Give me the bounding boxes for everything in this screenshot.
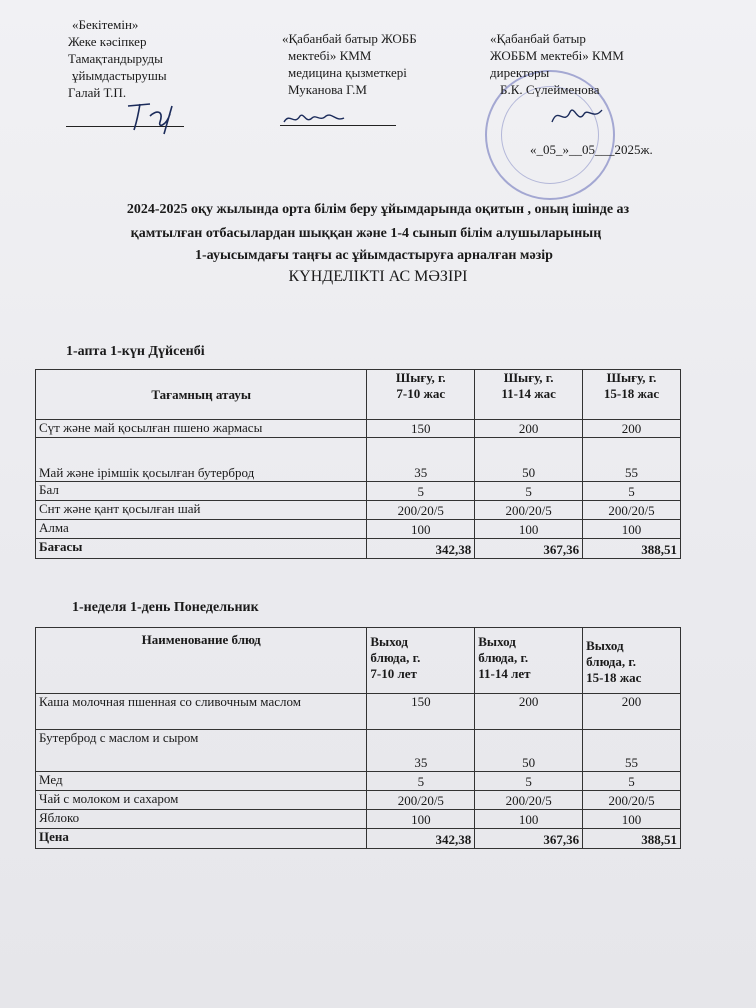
- portion-value: 5: [367, 772, 475, 791]
- document-title-line: 2024-2025 оқу жылында орта білім беру ұйымдарында оқитын , оның ішінде аз: [126, 202, 630, 217]
- table-row: [36, 520, 681, 539]
- page-title: КҮНДЕЛІКТІ АС МӘЗІРІ: [288, 268, 468, 285]
- price-value: 367,36: [475, 829, 583, 849]
- table-row: [36, 420, 681, 438]
- approval-line: ұйымдастырушы: [72, 68, 167, 83]
- column-header-label: Выход блюда, г. 11-14 лет: [478, 634, 531, 681]
- approval-line: ЖОББМ мектебі» КММ: [490, 48, 624, 63]
- signature-galay: [120, 96, 190, 136]
- dish-name: Каша молочная пшенная со сливочным маслом: [36, 694, 367, 730]
- approval-line: «Қабанбай батыр ЖОББ: [282, 31, 417, 46]
- signature-suleimenova: [548, 102, 608, 130]
- portion-value: 100: [367, 520, 475, 539]
- column-header: [475, 370, 583, 420]
- table-row: [36, 438, 681, 482]
- section-title-kz: 1-апта 1-күн Дүйсенбі: [66, 344, 205, 359]
- total-label: Бағасы: [36, 539, 367, 559]
- dish-name: Бал: [36, 482, 367, 501]
- portion-value: 100: [367, 810, 475, 829]
- signature-mukanova: [282, 108, 352, 130]
- approval-line: «Қабанбай батыр: [490, 31, 586, 46]
- table-header-row: [36, 628, 681, 694]
- approval-line: медицина қызметкері: [288, 65, 407, 80]
- portion-value: 150: [367, 694, 475, 730]
- dish-name: Чай с молоком и сахаром: [36, 791, 367, 810]
- column-header: [475, 628, 583, 694]
- portion-value: 35: [367, 438, 475, 482]
- portion-value: 150: [367, 420, 475, 438]
- document-title-line: 1-ауысымдағы таңғы ас ұйымдастыруға арналған мәзір: [195, 248, 553, 263]
- portion-value: 200: [475, 694, 583, 730]
- portion-value: 50: [475, 730, 583, 772]
- portion-value: 35: [367, 730, 475, 772]
- portion-value: 50: [475, 438, 583, 482]
- price-value: 342,38: [367, 829, 475, 849]
- price-value: 342,38: [367, 539, 475, 559]
- approval-block-medic: [282, 30, 417, 98]
- approval-block-director: [490, 30, 624, 98]
- column-header: [583, 628, 681, 694]
- column-header: Тағамның атауы: [36, 370, 367, 420]
- portion-value: 200/20/5: [475, 501, 583, 520]
- portion-value: 5: [583, 482, 681, 501]
- table-row: [36, 501, 681, 520]
- approval-line: мектебі» КММ: [288, 48, 372, 63]
- approval-line: Жеке кәсіпкер: [68, 34, 147, 49]
- section-title-ru: 1-неделя 1-день Понедельник: [72, 600, 259, 615]
- approval-line: Галай Т.П.: [68, 85, 127, 100]
- table-row: [36, 482, 681, 501]
- approval-block-entrepreneur: [68, 16, 167, 101]
- dish-name: Алма: [36, 520, 367, 539]
- column-header-label: Выход блюда, г. 7-10 лет: [370, 634, 421, 681]
- portion-value: 5: [475, 772, 583, 791]
- portion-value: 5: [583, 772, 681, 791]
- portion-value: 200: [583, 694, 681, 730]
- portion-value: 200/20/5: [367, 791, 475, 810]
- column-header-label: Выход блюда, г. 15-18 жас: [586, 638, 642, 685]
- portion-value: 5: [367, 482, 475, 501]
- dish-name: Снт және қант қосылған шай: [36, 501, 367, 520]
- portion-value: 100: [583, 810, 681, 829]
- total-label: Цена: [36, 829, 367, 849]
- price-value: 388,51: [583, 829, 681, 849]
- portion-value: 5: [475, 482, 583, 501]
- portion-value: 200/20/5: [583, 501, 681, 520]
- document-title-line: қамтылған отбасылардан шыққан және 1-4 сынып білім алушыларының: [130, 226, 602, 241]
- table-row: [36, 772, 681, 791]
- dish-name: Май және ірімшік қосылған бутерброд: [36, 438, 367, 482]
- column-header: [583, 370, 681, 420]
- table-row: [36, 791, 681, 810]
- column-header-label: Шығу, г. 15-18 жас: [603, 370, 660, 401]
- approval-line: директоры: [490, 65, 550, 80]
- approval-line: Тамақтандыруды: [68, 51, 163, 66]
- portion-value: 200/20/5: [475, 791, 583, 810]
- portion-value: 200: [475, 420, 583, 438]
- table-total-row: [36, 539, 681, 559]
- dish-name: Бутерброд с маслом и сыром: [36, 730, 367, 772]
- menu-table-kz: [35, 369, 681, 559]
- portion-value: 55: [583, 438, 681, 482]
- table-row: [36, 810, 681, 829]
- portion-value: 55: [583, 730, 681, 772]
- table-header-row: [36, 370, 681, 420]
- price-value: 367,36: [475, 539, 583, 559]
- dish-name: Яблоко: [36, 810, 367, 829]
- portion-value: 100: [583, 520, 681, 539]
- approval-line: «Бекітемін»: [72, 17, 139, 32]
- table-total-row: [36, 829, 681, 849]
- table-row: [36, 730, 681, 772]
- column-header-label: Шығу, г. 7-10 жас: [395, 370, 446, 401]
- column-header-label: Шығу, г. 11-14 жас: [501, 370, 556, 401]
- approval-date: «_05_»__05___2025ж.: [530, 142, 653, 157]
- portion-value: 200: [583, 420, 681, 438]
- price-value: 388,51: [583, 539, 681, 559]
- approval-line: Муканова Г.М: [288, 82, 367, 97]
- column-header: [367, 628, 475, 694]
- portion-value: 200/20/5: [367, 501, 475, 520]
- portion-value: 200/20/5: [583, 791, 681, 810]
- portion-value: 100: [475, 810, 583, 829]
- portion-value: 100: [475, 520, 583, 539]
- dish-name: Мед: [36, 772, 367, 791]
- table-row: [36, 694, 681, 730]
- approval-line: Б.К. Сүлейменова: [500, 82, 600, 97]
- dish-name: Сүт және май қосылған пшено жармасы: [36, 420, 367, 438]
- menu-table-ru: [35, 627, 681, 849]
- column-header: [367, 370, 475, 420]
- column-header: Наименование блюд: [36, 628, 367, 694]
